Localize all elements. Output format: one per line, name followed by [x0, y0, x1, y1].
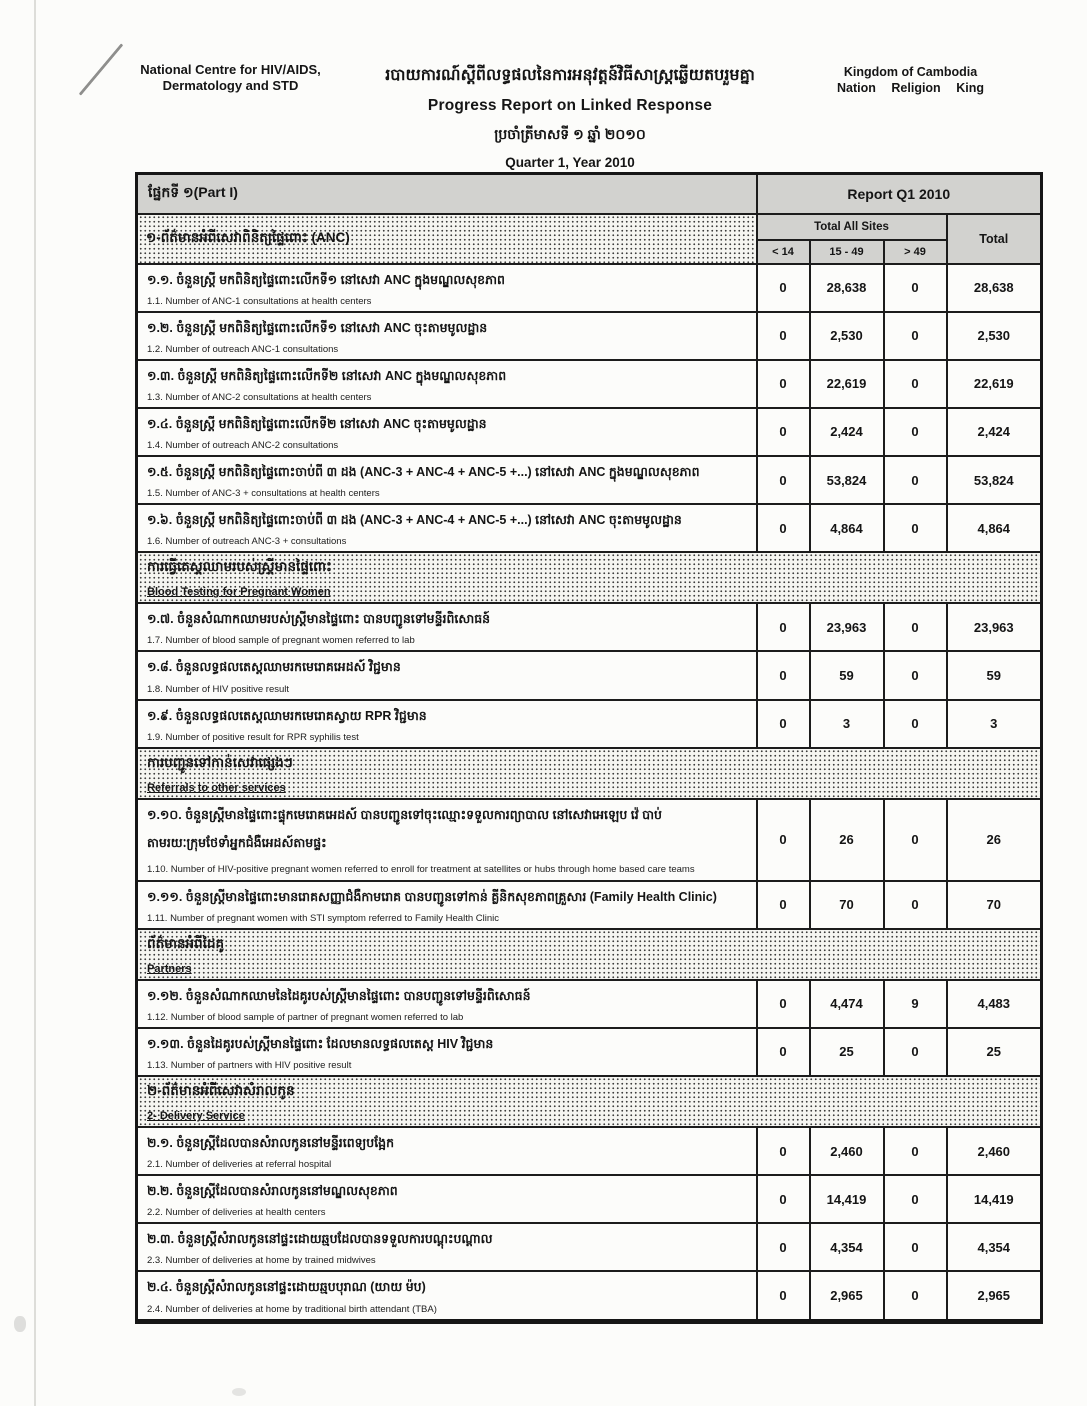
row-label-english: 2.1. Number of deliveries at referral hospital — [147, 1159, 332, 1171]
row-value: 2,530 — [947, 312, 1042, 360]
row-value: 4,354 — [947, 1223, 1042, 1271]
section-row — [137, 552, 1042, 603]
row-label-english: 1.3. Number of ANC-2 consultations at health centers — [147, 391, 372, 403]
row-value: 0 — [884, 881, 947, 929]
scan-edge-line — [34, 0, 36, 1406]
row-value: 0 — [884, 312, 947, 360]
table-subheader-row — [137, 214, 1042, 240]
table-row — [137, 1223, 1042, 1271]
row-value: 0 — [884, 651, 947, 699]
row-value: 53,824 — [810, 456, 884, 504]
section-title-khmer: ការបញ្ជូនទៅកាន់សេវាផ្សេងៗ — [147, 754, 293, 770]
table-row — [137, 651, 1042, 699]
organization-line1: National Centre for HIV/AIDS, — [140, 62, 321, 77]
section-row — [137, 929, 1042, 980]
row-value: 2,460 — [810, 1127, 884, 1175]
table-row — [137, 980, 1042, 1028]
row-description — [137, 1127, 757, 1175]
row-label-khmer: ១.១១. ចំនួនស្ត្រីមានផ្ទៃពោះមានរោគសញ្ញាជំងឺកាមរោគ បានបញ្ជូនទៅកាន់ គ្លីនិកសុខភាពគ្រួសារ (Family Health Clinic) — [147, 889, 717, 904]
row-value: 28,638 — [810, 264, 884, 312]
kingdom-block — [828, 64, 993, 97]
row-description — [137, 456, 757, 504]
row-value: 0 — [884, 264, 947, 312]
row-value: 23,963 — [810, 603, 884, 651]
row-value: 22,619 — [947, 360, 1042, 408]
table-row — [137, 312, 1042, 360]
row-label-english: 2.4. Number of deliveries at home by traditional birth attendant (TBA) — [147, 1303, 437, 1315]
row-description — [137, 1175, 757, 1223]
row-value: 0 — [884, 360, 947, 408]
row-value: 4,864 — [810, 504, 884, 552]
section-title-english: Blood Testing for Pregnant Women — [147, 586, 331, 599]
row-value: 22,619 — [810, 360, 884, 408]
table-row — [137, 1271, 1042, 1321]
row-value: 0 — [884, 456, 947, 504]
row-value: 0 — [757, 312, 810, 360]
row-value: 0 — [757, 408, 810, 456]
section-title-khmer: ២-ព័ត៌មានអំពីសេវាសំរាលកូន — [147, 1083, 295, 1098]
row-value: 25 — [810, 1028, 884, 1076]
row-value: 2,530 — [810, 312, 884, 360]
row-label-english: 1.10. Number of HIV-positive pregnant women referred to enroll for treatment at satellites or hubs through home based care teams — [147, 863, 695, 875]
motto-line — [828, 80, 993, 96]
row-value: 0 — [757, 456, 810, 504]
row-description — [137, 1271, 757, 1321]
table-row — [137, 504, 1042, 552]
row-value: 14,419 — [947, 1175, 1042, 1223]
section-cell — [137, 748, 1042, 799]
row-value: 23,963 — [947, 603, 1042, 651]
age-column-under14: < 14 — [757, 240, 810, 264]
row-value: 4,474 — [810, 980, 884, 1028]
row-label-english: 1.12. Number of blood sample of partner of pregnant women referred to lab — [147, 1011, 464, 1023]
organization-name — [128, 62, 333, 95]
table-row — [137, 799, 1042, 881]
table-row — [137, 1127, 1042, 1175]
row-value: 9 — [884, 980, 947, 1028]
row-description — [137, 1223, 757, 1271]
row-value: 2,965 — [810, 1271, 884, 1321]
row-label-khmer: ២.៣. ចំនួនស្ត្រីសំរាលកូននៅផ្ទះដោយឆ្មបដែលបានទទួលការបណ្តុះបណ្តាល — [147, 1232, 493, 1247]
table-row — [137, 700, 1042, 748]
row-description — [137, 360, 757, 408]
row-value: 4,483 — [947, 980, 1042, 1028]
table-row — [137, 1028, 1042, 1076]
pen-checkmark — [79, 43, 124, 95]
row-value: 28,638 — [947, 264, 1042, 312]
row-value: 0 — [757, 980, 810, 1028]
row-value: 25 — [947, 1028, 1042, 1076]
row-value: 2,965 — [947, 1271, 1042, 1321]
row-description — [137, 312, 757, 360]
row-value: 2,460 — [947, 1127, 1042, 1175]
row-label-khmer: ១.៣. ចំនួនស្ត្រី មកពិនិត្យផ្ទៃពោះលើកទី២ នៅសេវា ANC ក្នុងមណ្ឌលសុខភាព — [147, 368, 507, 383]
row-description — [137, 264, 757, 312]
row-value: 3 — [947, 700, 1042, 748]
row-label-khmer: ២.៤. ចំនួនស្ត្រីសំរាលកូននៅផ្ទះដោយឆ្មបបុរាណ (យាយ ម៉ប) — [147, 1280, 426, 1295]
report-title-block — [320, 66, 820, 170]
total-all-sites-header: Total All Sites — [757, 214, 947, 240]
scan-smudge — [232, 1388, 246, 1396]
row-value: 53,824 — [947, 456, 1042, 504]
table-row — [137, 881, 1042, 929]
row-value: 0 — [884, 1223, 947, 1271]
row-label-khmer: ១.១៣. ចំនួនដៃគូរបស់ស្ត្រីមានផ្ទៃពោះ ដែលមានលទ្ធផលតេស្ត HIV វិជ្ជមាន — [147, 1036, 494, 1051]
section-title-english: 2- Delivery Service — [147, 1110, 245, 1122]
section-title-english: Partners — [147, 962, 192, 975]
row-label-khmer: ១.៥. ចំនួនស្ត្រី មកពិនិត្យផ្ទៃពោះចាប់ពី ៣ ដង (ANC-3 + ANC-4 + ANC-5 +...) នៅសេវា ANC ក្នុងមណ្ឌលសុខភាព — [147, 465, 700, 479]
row-description — [137, 799, 757, 881]
row-value: 0 — [884, 1127, 947, 1175]
report-table — [135, 172, 1043, 1324]
row-value: 0 — [884, 1175, 947, 1223]
row-value: 0 — [757, 1127, 810, 1175]
motto-religion: Religion — [891, 81, 941, 96]
row-value: 14,419 — [810, 1175, 884, 1223]
row-value: 70 — [810, 881, 884, 929]
row-label-english: 1.9. Number of positive result for RPR syphilis test — [147, 731, 359, 743]
row-description — [137, 603, 757, 651]
section-cell — [137, 929, 1042, 980]
row-label-khmer: ២.១. ចំនួនស្ត្រីដែលបានសំរាលកូននៅមន្ទីរពេទ្យបង្អែក — [147, 1136, 395, 1150]
row-value: 3 — [810, 700, 884, 748]
row-value: 0 — [757, 264, 810, 312]
row-value: 0 — [757, 1175, 810, 1223]
table-row — [137, 1175, 1042, 1223]
kingdom-line: Kingdom of Cambodia — [843, 65, 978, 79]
table-row — [137, 603, 1042, 651]
row-label-english: 1.7. Number of blood sample of pregnant women referred to lab — [147, 635, 415, 647]
row-value: 0 — [884, 1028, 947, 1076]
age-column-over49: > 49 — [884, 240, 947, 264]
row-description — [137, 1028, 757, 1076]
row-label-khmer: ១.១. ចំនួនស្ត្រី មកពិនិត្យផ្ទៃពោះលើកទី១ នៅសេវា ANC ក្នុងមណ្ឌលសុខភាព — [147, 272, 505, 287]
row-value: 0 — [884, 799, 947, 881]
section-cell — [137, 1076, 1042, 1127]
row-description — [137, 980, 757, 1028]
row-value: 0 — [757, 1028, 810, 1076]
row-value: 0 — [884, 408, 947, 456]
row-label-khmer: ១.៤. ចំនួនស្ត្រី មកពិនិត្យផ្ទៃពោះលើកទី២ នៅសេវា ANC ចុះតាមមូលដ្ឋាន — [147, 416, 487, 431]
table-row — [137, 360, 1042, 408]
row-value: 70 — [947, 881, 1042, 929]
report-title-khmer: របាយការណ៍ស្តីពីលទ្ធផលនៃការអនុវត្តន៍វិធីសាស្ត្រឆ្លើយតបរួមគ្នា — [385, 67, 755, 84]
row-label-khmer: ១.៩. ចំនួនលទ្ធផលតេស្តឈាមរកមេរោគស្វាយ RPR វិជ្ជមាន — [147, 708, 427, 723]
table-header-row — [137, 174, 1042, 214]
table-row — [137, 456, 1042, 504]
row-value: 0 — [757, 504, 810, 552]
row-description — [137, 700, 757, 748]
motto-nation: Nation — [837, 81, 876, 96]
row-label-english: 1.4. Number of outreach ANC-2 consultations — [147, 440, 339, 451]
row-label-english: 1.8. Number of HIV positive result — [147, 683, 290, 695]
report-subtitle-khmer: ប្រចាំត្រីមាសទី ១ ឆ្នាំ ២០១០ — [494, 126, 646, 143]
table-row — [137, 408, 1042, 456]
row-label-english: 1.1. Number of ANC-1 consultations at health centers — [147, 295, 372, 307]
age-column-15-49: 15 - 49 — [810, 240, 884, 264]
row-value: 0 — [757, 881, 810, 929]
row-value: 2,424 — [810, 408, 884, 456]
row-description — [137, 881, 757, 929]
report-title-english: Progress Report on Linked Response — [427, 97, 713, 115]
row-value: 0 — [884, 1271, 947, 1321]
row-value: 59 — [810, 651, 884, 699]
section-cell — [137, 552, 1042, 603]
section-title-english: Referrals to other services — [147, 781, 286, 794]
row-label-khmer-line2: តាមរយៈក្រុមថែទាំអ្នកជំងឺអេដស៍តាមផ្ទះ — [147, 835, 327, 850]
row-value: 2,424 — [947, 408, 1042, 456]
row-value: 0 — [884, 504, 947, 552]
row-value: 0 — [757, 1271, 810, 1321]
row-value: 0 — [757, 603, 810, 651]
row-value: 0 — [884, 700, 947, 748]
report-quarter-header: Report Q1 2010 — [757, 174, 1042, 214]
row-label-english: 2.3. Number of deliveries at home by trained midwives — [147, 1255, 376, 1267]
row-label-english: 1.5. Number of ANC-3 + consultations at health centers — [147, 488, 380, 500]
section-anc-title: ១-ព័ត៌មានអំពីសេវាពិនិត្យផ្ទៃពោះ (ANC) — [137, 214, 757, 264]
table-row — [137, 264, 1042, 312]
section-title-khmer: ការធ្វើតេស្តឈាមរបស់ស្ត្រីមានផ្ទៃពោះ — [147, 559, 332, 575]
row-value: 0 — [757, 1223, 810, 1271]
row-label-khmer: ១.២. ចំនួនស្ត្រី មកពិនិត្យផ្ទៃពោះលើកទី១ នៅសេវា ANC ចុះតាមមូលដ្ឋាន — [147, 320, 488, 335]
row-description — [137, 651, 757, 699]
section-title-khmer: ព័ត៌មានអំពីដៃគូ — [147, 935, 225, 951]
section-row — [137, 748, 1042, 799]
row-value: 0 — [757, 799, 810, 881]
row-label-english: 2.2. Number of deliveries at health centers — [147, 1207, 326, 1219]
row-label-english: 1.6. Number of outreach ANC-3 + consultations — [147, 536, 347, 548]
row-value: 0 — [757, 360, 810, 408]
row-value: 26 — [810, 799, 884, 881]
row-value: 0 — [884, 603, 947, 651]
row-description — [137, 408, 757, 456]
motto-king: King — [956, 81, 984, 96]
row-label-khmer: ១.៦. ចំនួនស្ត្រី មកពិនិត្យផ្ទៃពោះចាប់ពី ៣ ដង (ANC-3 + ANC-4 + ANC-5 +...) នៅសេវា ANC ចុះតាមមូលដ្ឋាន — [147, 513, 682, 528]
row-value: 4,864 — [947, 504, 1042, 552]
row-value: 26 — [947, 799, 1042, 881]
organization-line2: Dermatology and STD — [162, 78, 299, 94]
row-value: 59 — [947, 651, 1042, 699]
row-label-english: 1.2. Number of outreach ANC-1 consultations — [147, 343, 339, 355]
row-label-khmer: ២.២. ចំនួនស្ត្រីដែលបានសំរាលកូននៅមណ្ឌលសុខភាព — [147, 1184, 398, 1199]
row-value: 0 — [757, 651, 810, 699]
row-description — [137, 504, 757, 552]
section-row — [137, 1076, 1042, 1127]
row-label-khmer: ១.១០. ចំនួនស្ត្រីមានផ្ទៃពោះផ្ទុកមេរោគអេដស៍ បានបញ្ជូនទៅចុះឈ្មោះទទួលការព្យាបាល នៅសេវាអេឡេប វ៉េ បាប់ — [147, 807, 662, 822]
part-label: ផ្នែកទី ១(Part I) — [137, 174, 757, 214]
row-value: 4,354 — [810, 1223, 884, 1271]
row-value: 0 — [757, 700, 810, 748]
row-label-khmer: ១.៧. ចំនួនសំណាកឈាមរបស់ស្ត្រីមានផ្ទៃពោះ បានបញ្ជូនទៅមន្ទីរពិសោធន៍ — [147, 612, 491, 627]
row-label-english: 1.11. Number of pregnant women with STI symptom referred to Family Health Clinic — [147, 912, 499, 924]
row-label-english: 1.13. Number of partners with HIV positive result — [147, 1060, 352, 1071]
total-column-header: Total — [947, 214, 1042, 264]
report-subtitle-english: Quarter 1, Year 2010 — [505, 155, 635, 171]
row-label-khmer: ១.១២. ចំនួនសំណាកឈាមនៃដៃគូរបស់ស្ត្រីមានផ្ទៃពោះ បានបញ្ជូនទៅមន្ទីរពិសោធន៍ — [147, 988, 531, 1003]
scan-smudge — [14, 1316, 26, 1332]
row-label-khmer: ១.៨. ចំនួនលទ្ធផលតេស្តឈាមរកមេរោគអេដស៍ វិជ្ជមាន — [147, 660, 401, 675]
